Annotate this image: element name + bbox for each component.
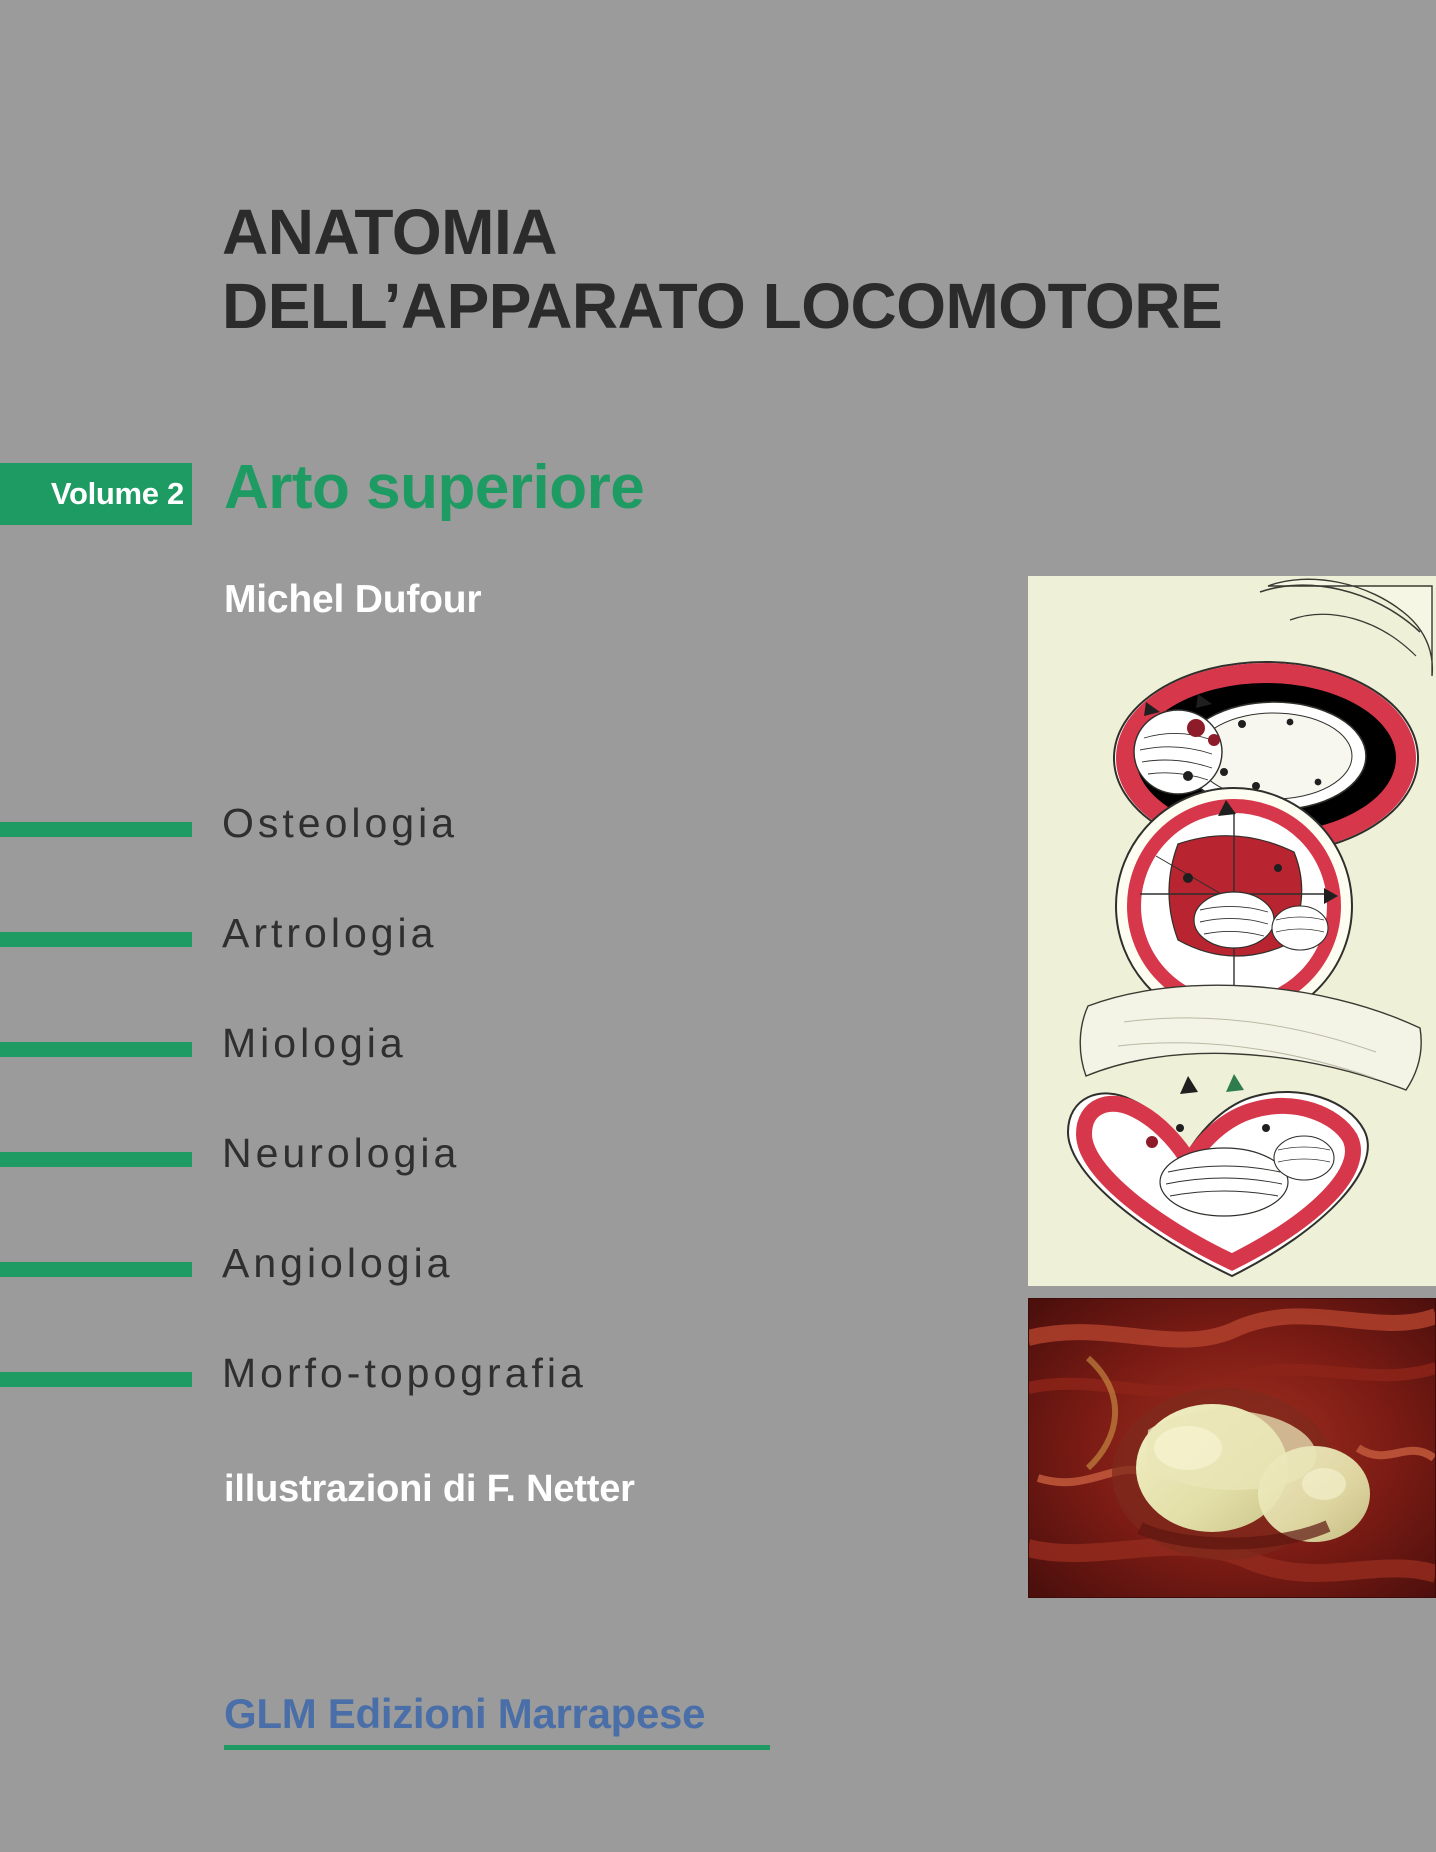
topic-label: Artrologia: [222, 910, 438, 956]
topic-rule: [0, 1042, 192, 1057]
topic-rule: [0, 1262, 192, 1277]
list-item: [0, 1130, 760, 1240]
topic-label: Morfo-topografia: [222, 1350, 587, 1396]
illustrator-credit: illustrazioni di F. Netter: [224, 1468, 635, 1510]
volume-badge: Volume 2: [0, 463, 192, 525]
topic-rule: [0, 932, 192, 947]
title-line-1: ANATOMIA: [222, 196, 557, 268]
list-item: [0, 1350, 760, 1460]
subtitle: Arto superiore: [224, 453, 645, 522]
dissection-photograph: [1028, 1298, 1436, 1598]
topic-label: Miologia: [222, 1020, 407, 1066]
topic-rule: [0, 822, 192, 837]
publisher-name: GLM Edizioni Marrapese: [224, 1690, 706, 1737]
topic-rule: [0, 1152, 192, 1167]
topic-label: Osteologia: [222, 800, 459, 846]
topic-list: [0, 800, 760, 1460]
topic-label: Angiologia: [222, 1240, 454, 1286]
topic-label: Neurologia: [222, 1130, 461, 1176]
title-line-2: DELL’APPARATO LOCOMOTORE: [222, 270, 1223, 343]
anatomical-cross-section-illustration: [1028, 576, 1436, 1286]
publisher-underline: [224, 1745, 770, 1750]
topic-rule: [0, 1372, 192, 1387]
list-item: [0, 1020, 760, 1130]
list-item: [0, 1240, 760, 1350]
author-name: Michel Dufour: [224, 578, 482, 621]
list-item: [0, 800, 760, 910]
page-title: [222, 195, 1402, 343]
list-item: [0, 910, 760, 1020]
